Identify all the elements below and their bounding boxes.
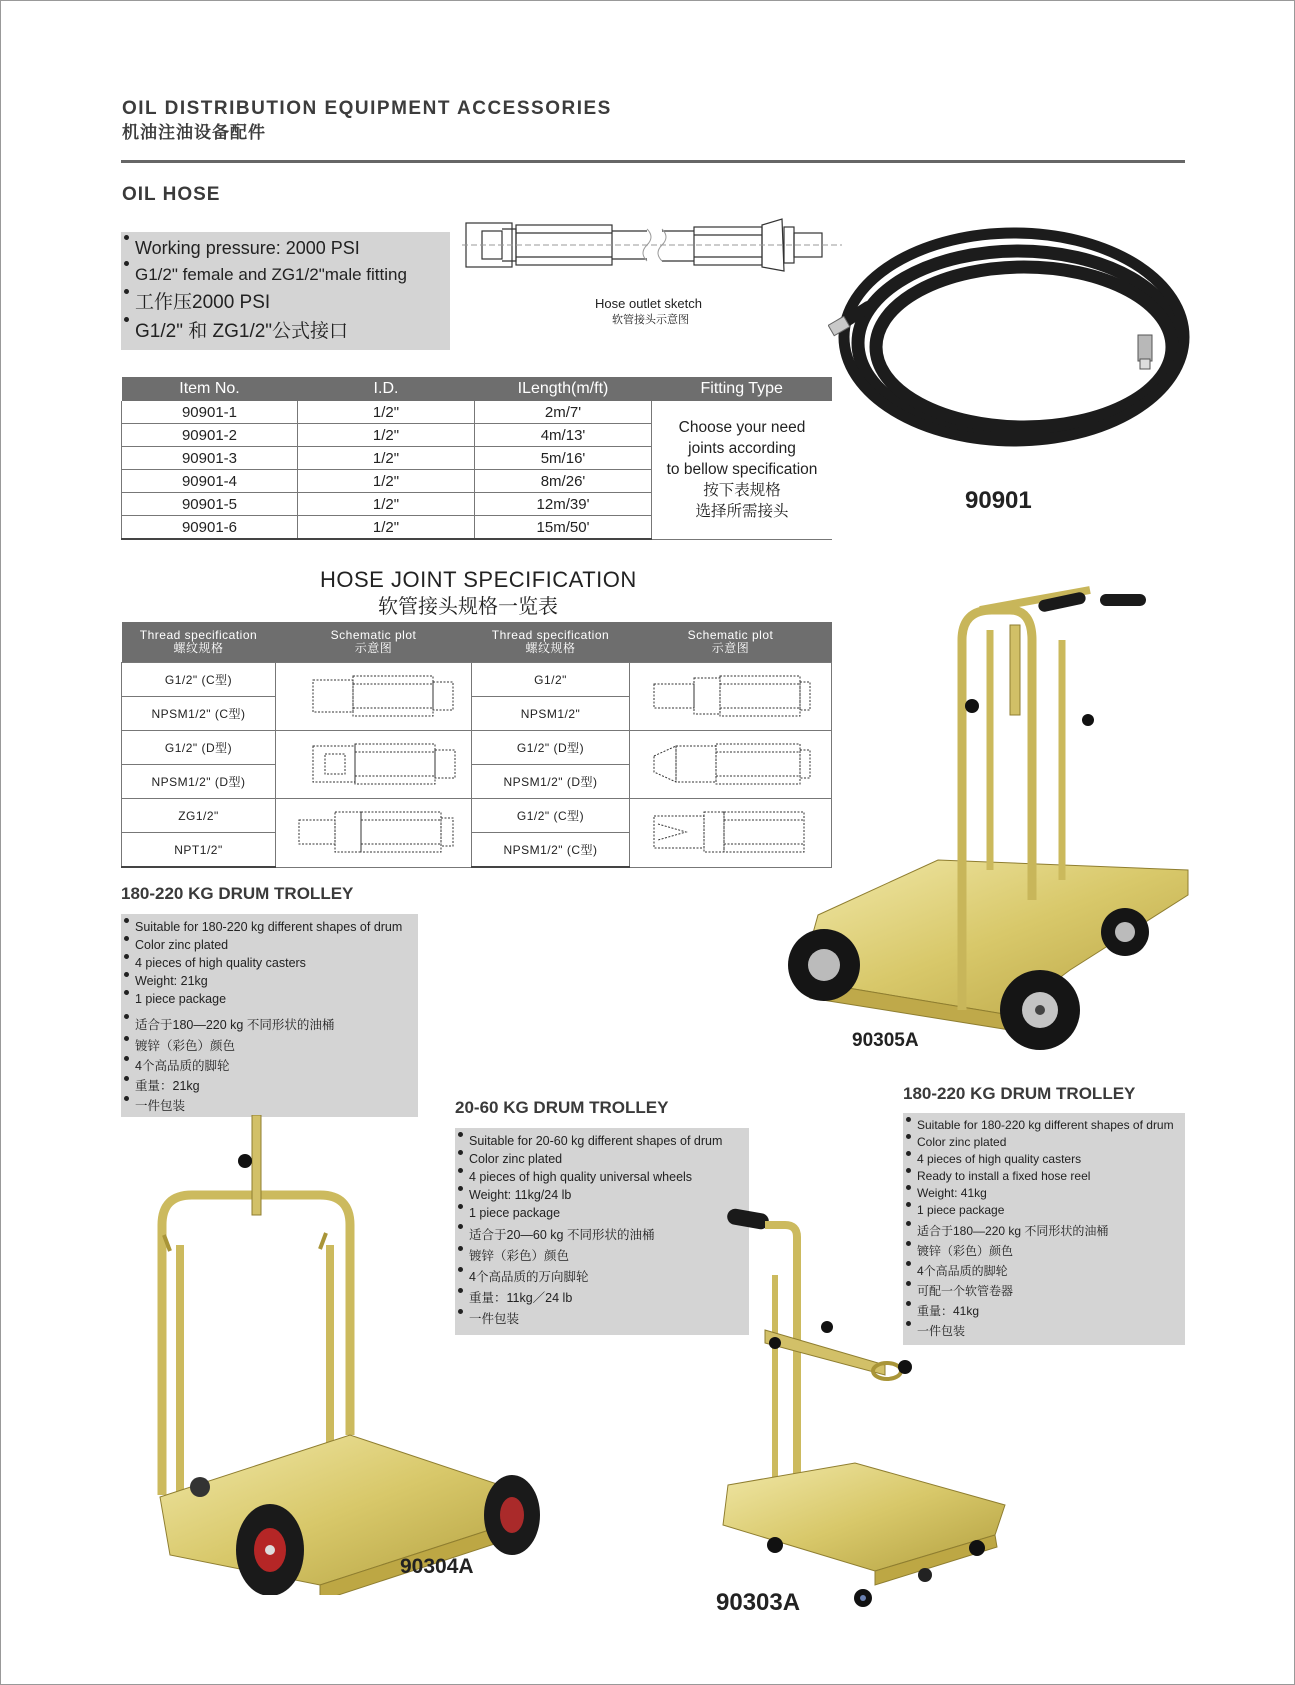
cell: 2m/7' xyxy=(475,401,652,424)
feature-item: 4个高品质的脚轮 xyxy=(903,1261,1185,1281)
col-header-en: Schematic plot xyxy=(687,628,774,642)
feature-item: Color zinc plated xyxy=(121,936,418,954)
cell: 1/2" xyxy=(298,470,475,493)
col-header: I.D. xyxy=(298,377,475,401)
table-row xyxy=(122,401,833,424)
feature-item: 镀锌（彩色）颜色 xyxy=(455,1246,749,1267)
fitting-schematic-icon xyxy=(289,806,459,856)
oil-hose-photo xyxy=(828,225,1198,475)
feature-item: G1/2" female and ZG1/2"male fitting xyxy=(121,261,450,289)
cell: 90901-5 xyxy=(122,493,298,516)
feature-item: Weight: 11kg/24 lb xyxy=(455,1186,749,1204)
cell: 1/2" xyxy=(298,401,475,424)
trolley-90305a-heading: 180-220 KG DRUM TROLLEY xyxy=(903,1084,1136,1103)
feature-item: 适合于20—60 kg 不同形状的油桶 xyxy=(455,1224,749,1246)
trolley-90305a-code: 90305A xyxy=(852,1030,919,1051)
feature-item: 4 pieces of high quality casters xyxy=(903,1151,1185,1168)
feature-item: Weight: 41kg xyxy=(903,1185,1185,1202)
thread-spec: NPSM1/2" xyxy=(472,697,630,731)
thread-spec: G1/2" (D型) xyxy=(472,731,630,765)
table-row xyxy=(122,663,832,697)
page-title: OIL DISTRIBUTION EQUIPMENT ACCESSORIES xyxy=(122,98,612,119)
trolley-90303a-photo xyxy=(715,1195,1015,1615)
joint-spec-table xyxy=(121,622,832,868)
feature-item: 一件包装 xyxy=(903,1321,1185,1341)
col-header xyxy=(472,622,630,663)
col-header-cn: 螺纹规格 xyxy=(525,641,576,655)
thread-spec: G1/2" (D型) xyxy=(122,731,276,765)
hose-table-header xyxy=(122,377,833,401)
feature-item: Working pressure: 2000 PSI xyxy=(121,235,450,261)
col-header xyxy=(122,622,276,663)
trolley-90304a-photo xyxy=(140,1115,540,1595)
sketch-caption: Hose outlet sketch xyxy=(595,296,702,311)
cell: 1/2" xyxy=(298,424,475,447)
cell: 4m/13' xyxy=(475,424,652,447)
thread-spec: ZG1/2" xyxy=(122,799,276,833)
feature-item: 重量：41kg xyxy=(903,1301,1185,1321)
feature-item: 镀锌（彩色）颜色 xyxy=(121,1036,418,1056)
joint-spec-title-cn: 软管接头规格一览表 xyxy=(378,596,558,618)
cell: 1/2" xyxy=(298,447,475,470)
col-header-cn: 示意图 xyxy=(711,641,750,655)
fitting-note xyxy=(652,401,833,539)
cell: 1/2" xyxy=(298,493,475,516)
oil-hose-features-box xyxy=(121,232,450,350)
oil-hose-heading: OIL HOSE xyxy=(122,184,221,205)
thread-spec: NPSM1/2" (C型) xyxy=(472,833,630,868)
schematic-plot xyxy=(276,799,472,868)
hose-table xyxy=(121,377,832,540)
trolley-90303a-heading: 20-60 KG DRUM TROLLEY xyxy=(455,1098,669,1117)
feature-item: 一件包装 xyxy=(455,1309,749,1330)
cell: 90901-2 xyxy=(122,424,298,447)
cell: 1/2" xyxy=(298,516,475,540)
trolley-90304a-heading: 180-220 KG DRUM TROLLEY xyxy=(121,884,354,903)
cell: 90901-3 xyxy=(122,447,298,470)
fitting-note-line: to bellow specification xyxy=(666,461,818,479)
cell: 12m/39' xyxy=(475,493,652,516)
feature-item: 1 piece package xyxy=(903,1202,1185,1219)
schematic-plot xyxy=(276,731,472,799)
cell: 90901-4 xyxy=(122,470,298,493)
hose-outlet-sketch xyxy=(462,215,842,275)
trolley-90304a-code: 90304A xyxy=(400,1555,474,1578)
fitting-note-line: Choose your need xyxy=(678,419,806,437)
feature-item: 工作压2000 PSI xyxy=(121,289,450,317)
col-header: Item No. xyxy=(122,377,298,401)
feature-item: Suitable for 20-60 kg different shapes of drum xyxy=(455,1132,749,1150)
feature-item: Suitable for 180-220 kg different shapes of drum xyxy=(121,918,418,936)
fitting-note-line: 按下表规格 xyxy=(703,482,781,500)
col-header-en: Thread specification xyxy=(491,628,610,642)
thread-spec: NPT1/2" xyxy=(122,833,276,868)
feature-item: Color zinc plated xyxy=(903,1134,1185,1151)
col-header-en: Schematic plot xyxy=(330,628,417,642)
table-row xyxy=(122,799,832,833)
sketch-caption-cn: 软管接头示意图 xyxy=(612,314,689,326)
col-header-en: Thread specification xyxy=(139,628,258,642)
feature-item: G1/2" 和 ZG1/2"公式接口 xyxy=(121,317,450,347)
thread-spec: NPSM1/2" (D型) xyxy=(122,765,276,799)
feature-item: Ready to install a fixed hose reel xyxy=(903,1168,1185,1185)
cell: 90901-6 xyxy=(122,516,298,540)
feature-item: 1 piece package xyxy=(455,1204,749,1222)
col-header: ILength(m/ft) xyxy=(475,377,652,401)
col-header-cn: 示意图 xyxy=(354,641,393,655)
cell: 90901-1 xyxy=(122,401,298,424)
joint-spec-title: HOSE JOINT SPECIFICATION xyxy=(320,567,637,592)
feature-item: Weight: 21kg xyxy=(121,972,418,990)
cell: 8m/26' xyxy=(475,470,652,493)
thread-spec: NPSM1/2" (D型) xyxy=(472,765,630,799)
table-row xyxy=(122,731,832,765)
hose-code: 90901 xyxy=(965,487,1032,514)
feature-item: 适合于180—220 kg 不同形状的油桶 xyxy=(121,1014,418,1036)
fitting-note-line: joints according xyxy=(688,440,796,458)
feature-item: 1 piece package xyxy=(121,990,418,1008)
feature-item: 4 pieces of high quality casters xyxy=(121,954,418,972)
feature-item: 4 pieces of high quality universal wheels xyxy=(455,1168,749,1186)
col-header xyxy=(276,622,472,663)
page-title-cn: 机油注油设备配件 xyxy=(122,123,266,142)
feature-item: 镀锌（彩色）颜色 xyxy=(903,1241,1185,1261)
col-header-cn: 螺纹规格 xyxy=(173,641,224,655)
thread-spec: G1/2" (C型) xyxy=(472,799,630,833)
cell: 15m/50' xyxy=(475,516,652,540)
fitting-schematic-icon xyxy=(289,670,459,720)
trolley-90304a-features-box xyxy=(121,914,418,1117)
feature-item: 重量：21kg xyxy=(121,1076,418,1096)
trolley-90305a-photo xyxy=(770,570,1190,1070)
thread-spec: NPSM1/2" (C型) xyxy=(122,697,276,731)
thread-spec: G1/2" xyxy=(472,663,630,697)
cell: 5m/16' xyxy=(475,447,652,470)
joint-table-header xyxy=(122,622,832,663)
trolley-90303a-code: 90303A xyxy=(716,1589,801,1616)
feature-item: 可配一个软管卷器 xyxy=(903,1281,1185,1301)
feature-item: 4个高品质的万向脚轮 xyxy=(455,1267,749,1288)
feature-item: 4个高品质的脚轮 xyxy=(121,1056,418,1076)
feature-item: 适合于180—220 kg 不同形状的油桶 xyxy=(903,1221,1185,1241)
fitting-schematic-icon xyxy=(289,738,459,788)
feature-item: 一件包装 xyxy=(121,1096,418,1116)
header-divider xyxy=(121,160,1185,163)
thread-spec: G1/2" (C型) xyxy=(122,663,276,697)
fitting-note-line: 选择所需接头 xyxy=(695,503,789,521)
col-header: Fitting Type xyxy=(652,377,833,401)
feature-item: Suitable for 180-220 kg different shapes of drum xyxy=(903,1117,1185,1134)
feature-item: Color zinc plated xyxy=(455,1150,749,1168)
schematic-plot xyxy=(276,663,472,731)
feature-item: 重量：11kg／24 lb xyxy=(455,1288,749,1309)
